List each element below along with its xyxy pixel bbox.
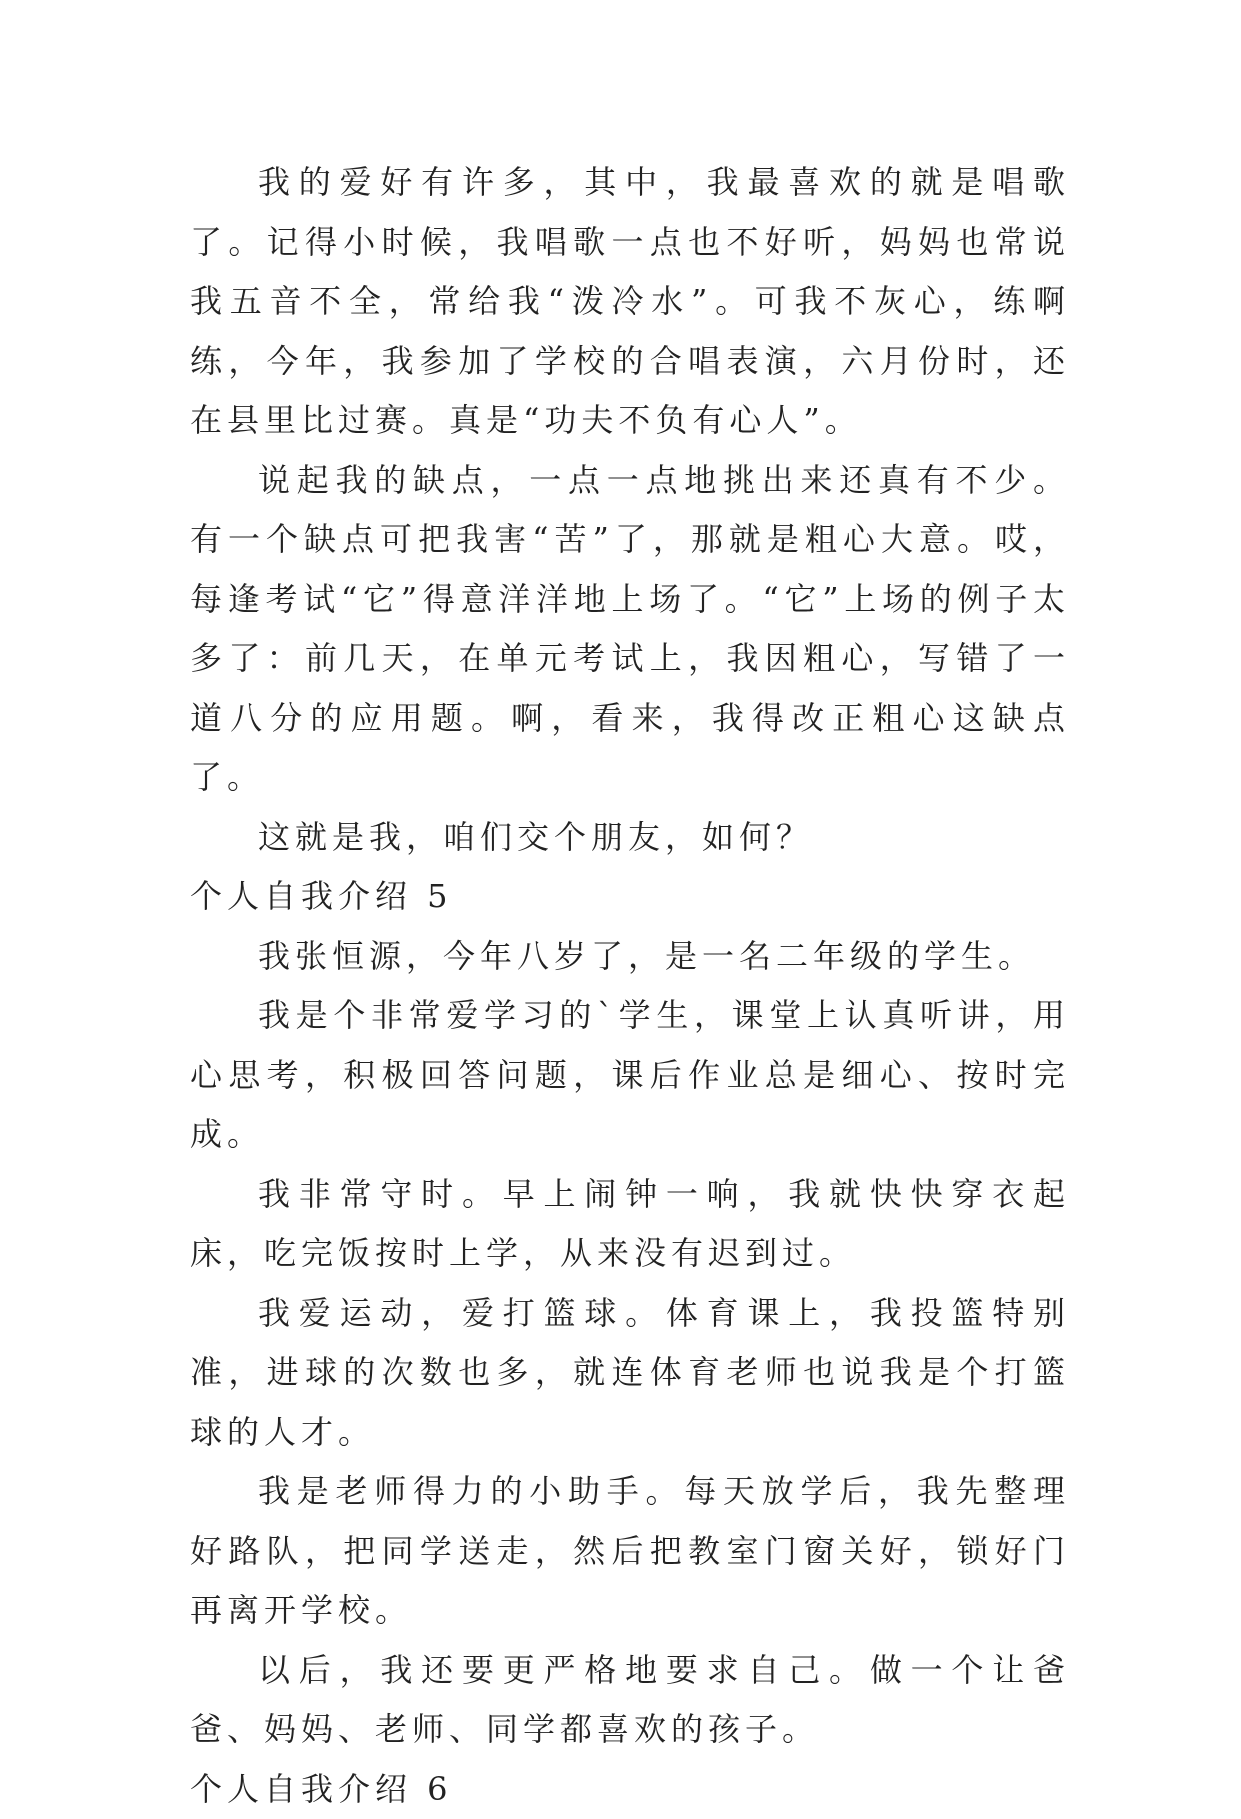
section-heading-5: 个人自我介绍 5 — [190, 867, 1070, 927]
paragraph-hobby-singing: 我的爱好有许多，其中，我最喜欢的就是唱歌了。记得小时候，我唱歌一点也不好听，妈妈也常说我五音不全，常给我“泼冷水”。可我不灰心，练啊练，今年，我参加了学校的合唱表演，六月份时，还在县里比过赛。真是“功夫不负有心人”。 — [190, 153, 1070, 451]
section-heading-6: 个人自我介绍 6 — [190, 1760, 1070, 1819]
document-body — [190, 153, 1070, 1819]
paragraph-punctual: 我非常守时。早上闹钟一响，我就快快穿衣起床，吃完饭按时上学，从来没有迟到过。 — [190, 1165, 1070, 1284]
paragraph-closing-friends: 这就是我，咱们交个朋友，如何？ — [190, 808, 1070, 868]
paragraph-future: 以后，我还要更严格地要求自己。做一个让爸爸、妈妈、老师、同学都喜欢的孩子。 — [190, 1641, 1070, 1760]
paragraph-basketball: 我爱运动，爱打篮球。体育课上，我投篮特别准，进球的次数也多，就连体育老师也说我是个打篮球的人才。 — [190, 1284, 1070, 1463]
paragraph-helper: 我是老师得力的小助手。每天放学后，我先整理好路队，把同学送走，然后把教室门窗关好，锁好门再离开学校。 — [190, 1462, 1070, 1641]
paragraph-studious: 我是个非常爱学习的`学生，课堂上认真听讲，用心思考，积极回答问题，课后作业总是细心、按时完成。 — [190, 986, 1070, 1165]
paragraph-shortcoming-carelessness: 说起我的缺点，一点一点地挑出来还真有不少。有一个缺点可把我害“苦”了，那就是粗心大意。哎，每逢考试“它”得意洋洋地上场了。“它”上场的例子太多了：前几天，在单元考试上，我因粗心，写错了一道八分的应用题。啊，看来，我得改正粗心这缺点了。 — [190, 451, 1070, 808]
paragraph-intro-name: 我张恒源，今年八岁了，是一名二年级的学生。 — [190, 927, 1070, 987]
